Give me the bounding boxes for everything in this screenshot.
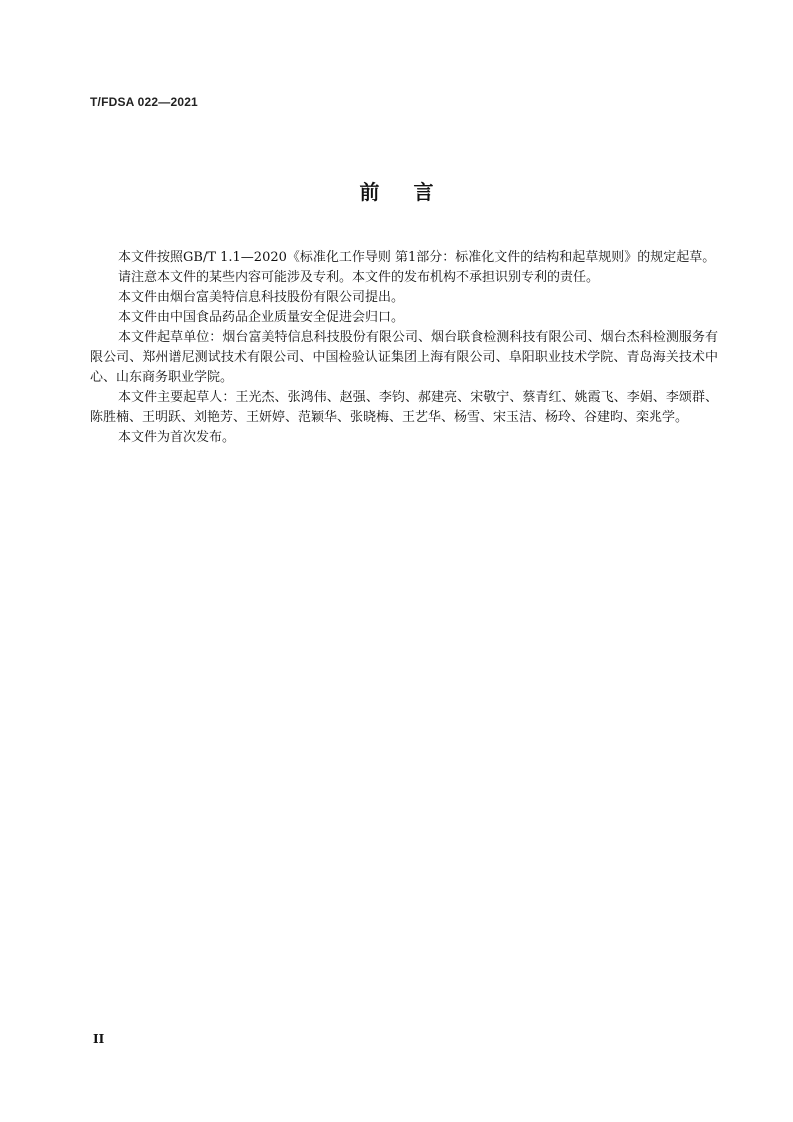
document-code-header: T/FDSA 022—2021 (90, 95, 198, 109)
paragraph-proposer: 本文件由烟台富美特信息科技股份有限公司提出。 (118, 290, 405, 305)
paragraph-drafting-rules: 本文件按照GB/T 1.1—2020《标准化工作导则 第1部分：标准化文件的结构和起草规则》的规定起草。 (118, 250, 716, 265)
paragraph-administrator: 本文件由中国食品药品企业质量安全促进会归口。 (118, 310, 405, 325)
paragraph-patent-notice: 请注意本文件的某些内容可能涉及专利。本文件的发布机构不承担识别专利的责任。 (118, 270, 600, 285)
paragraph-drafting-units: 本文件起草单位：烟台富美特信息科技股份有限公司、烟台联食检测科技有限公司、烟台杰科检测服务有限公司、郑州谱尼测试技术有限公司、中国检验认证集团上海有限公司、阜阳职业技术学院、青岛海关技术中心、山东商务职业学院。 (90, 330, 718, 385)
paragraph-first-release: 本文件为首次发布。 (118, 430, 236, 445)
foreword-body (90, 248, 718, 448)
page-number: II (93, 1032, 105, 1046)
paragraph-drafters: 本文件主要起草人：王光杰、张鸿伟、赵强、李钧、郝建亮、宋敬宁、蔡青红、姚霞飞、李娟、李颂群、陈胜楠、王明跃、刘艳芳、王妍婷、范颖华、张晓梅、王艺华、杨雪、宋玉洁、杨玲、谷建昀、栾兆学。 (90, 390, 718, 425)
page-title: 前言 (359, 180, 468, 204)
